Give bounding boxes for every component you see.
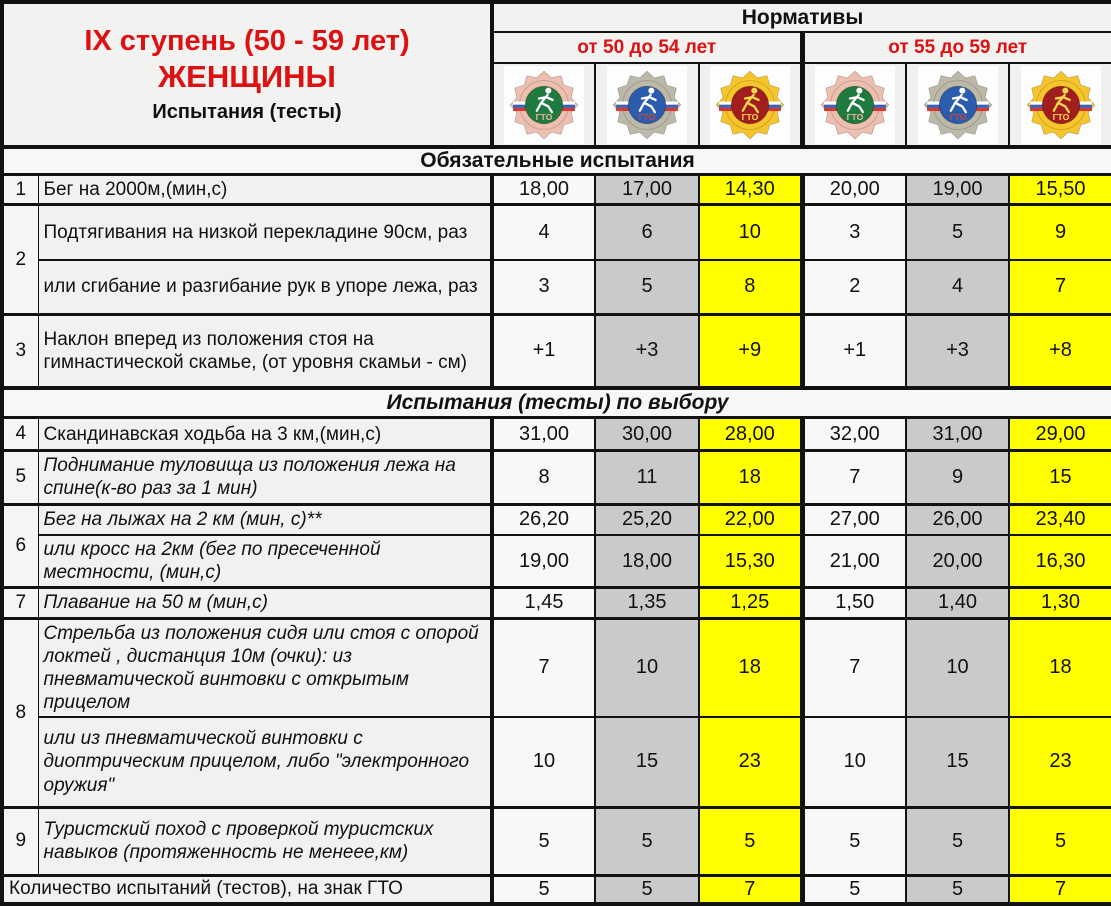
value-cell: 1,30: [1009, 588, 1111, 618]
silver-gto-badge-icon: [906, 63, 1009, 147]
value-cell: 7: [802, 618, 906, 717]
svg-text:ГТО: ГТО: [1052, 111, 1069, 122]
test-description: Бег на 2000м,(мин,с): [38, 175, 492, 205]
tests-count-label: Количество испытаний (тестов), на знак ГТО: [2, 875, 492, 904]
bronze-gto-badge-icon: [492, 63, 595, 147]
value-cell: 10: [802, 717, 906, 807]
bronze-gto-badge-icon: [802, 63, 906, 147]
silver-gto-badge-icon: [595, 63, 699, 147]
value-cell: 26,20: [492, 504, 595, 535]
table-title-cell: [2, 2, 492, 147]
value-cell: 21,00: [802, 535, 906, 588]
age-group-50-54-header: от 50 до 54 лет: [492, 32, 802, 63]
value-cell: 5: [906, 875, 1009, 904]
value-cell: 20,00: [906, 535, 1009, 588]
svg-text:ГТО: ГТО: [949, 111, 966, 122]
value-cell: 5: [492, 807, 595, 875]
value-cell: 10: [699, 205, 802, 260]
value-cell: 18: [1009, 618, 1111, 717]
value-cell: 19,00: [906, 175, 1009, 205]
value-cell: 30,00: [595, 418, 699, 451]
value-cell: 15,50: [1009, 175, 1111, 205]
test-description: Бег на лыжах на 2 км (мин, с)**: [38, 504, 492, 535]
row-number: 1: [2, 175, 38, 205]
value-cell: 8: [699, 260, 802, 315]
value-cell: 10: [906, 618, 1009, 717]
row-number: 9: [2, 807, 38, 875]
value-cell: 9: [906, 451, 1009, 504]
gold-gto-badge-icon: [699, 63, 802, 147]
value-cell: 23: [699, 717, 802, 807]
value-cell: 4: [492, 205, 595, 260]
section-mandatory-header: Обязательные испытания: [2, 147, 1111, 175]
value-cell: 18: [699, 618, 802, 717]
value-cell: 17,00: [595, 175, 699, 205]
value-cell: 5: [802, 875, 906, 904]
value-cell: 10: [492, 717, 595, 807]
value-cell: 5: [906, 807, 1009, 875]
value-cell: 9: [1009, 205, 1111, 260]
value-cell: 16,30: [1009, 535, 1111, 588]
test-description: Скандинавская ходьба на 3 км,(мин,с): [38, 418, 492, 451]
value-cell: 27,00: [802, 504, 906, 535]
gender-title: ЖЕНЩИНЫ: [158, 59, 336, 95]
value-cell: +3: [906, 315, 1009, 388]
value-cell: 23: [1009, 717, 1111, 807]
value-cell: 5: [595, 260, 699, 315]
svg-text:ГТО: ГТО: [741, 111, 759, 122]
value-cell: +8: [1009, 315, 1111, 388]
value-cell: 18,00: [595, 535, 699, 588]
row-number: 7: [2, 588, 38, 618]
value-cell: 1,25: [699, 588, 802, 618]
value-cell: 5: [492, 875, 595, 904]
value-cell: 18,00: [492, 175, 595, 205]
value-cell: 7: [1009, 875, 1111, 904]
value-cell: 31,00: [492, 418, 595, 451]
value-cell: 3: [802, 205, 906, 260]
value-cell: 10: [595, 618, 699, 717]
value-cell: 18: [699, 451, 802, 504]
value-cell: 7: [1009, 260, 1111, 315]
value-cell: 4: [906, 260, 1009, 315]
value-cell: 1,35: [595, 588, 699, 618]
value-cell: 5: [802, 807, 906, 875]
value-cell: 5: [595, 807, 699, 875]
value-cell: 23,40: [1009, 504, 1111, 535]
value-cell: 1,50: [802, 588, 906, 618]
value-cell: 3: [492, 260, 595, 315]
test-description: Наклон вперед из положения стоя на гимнастической скамье, (от уровня скамьи - см): [38, 315, 492, 388]
test-description: Стрельба из положения сидя или стоя с опорой локтей , дистанция 10м (очки): из пневматической винтовки с открытым прицелом: [38, 618, 492, 717]
value-cell: 19,00: [492, 535, 595, 588]
value-cell: 15: [1009, 451, 1111, 504]
value-cell: 15,30: [699, 535, 802, 588]
tests-subtitle: Испытания (тесты): [152, 101, 342, 124]
age-group-55-59-header: от 55 до 59 лет: [802, 32, 1111, 63]
value-cell: 20,00: [802, 175, 906, 205]
value-cell: 25,20: [595, 504, 699, 535]
value-cell: 22,00: [699, 504, 802, 535]
value-cell: 6: [595, 205, 699, 260]
value-cell: +1: [492, 315, 595, 388]
value-cell: 32,00: [802, 418, 906, 451]
row-number: 8: [2, 618, 38, 807]
value-cell: 5: [906, 205, 1009, 260]
test-description: Туристский поход с проверкой туристских навыков (протяженность не менеее,км): [38, 807, 492, 875]
value-cell: 15: [906, 717, 1009, 807]
row-number: 2: [2, 205, 38, 315]
value-cell: 8: [492, 451, 595, 504]
value-cell: 5: [595, 875, 699, 904]
test-description: Подтягивания на низкой перекладине 90см, раз: [38, 205, 492, 260]
value-cell: +3: [595, 315, 699, 388]
test-description: Поднимание туловища из положения лежа на спине(к-во раз за 1 мин): [38, 451, 492, 504]
value-cell: 7: [699, 875, 802, 904]
row-number: 5: [2, 451, 38, 504]
value-cell: 29,00: [1009, 418, 1111, 451]
normatives-header: Нормативы: [492, 2, 1111, 32]
value-cell: 26,00: [906, 504, 1009, 535]
value-cell: 7: [492, 618, 595, 717]
value-cell: 7: [802, 451, 906, 504]
svg-text:ГТО: ГТО: [638, 111, 656, 122]
test-description: или из пневматической винтовки с диоптрическим прицелом, либо "электронного оружия": [38, 717, 492, 807]
test-description: Плавание на 50 м (мин,с): [38, 588, 492, 618]
value-cell: 1,40: [906, 588, 1009, 618]
value-cell: 28,00: [699, 418, 802, 451]
row-number: 3: [2, 315, 38, 388]
value-cell: 5: [1009, 807, 1111, 875]
value-cell: 1,45: [492, 588, 595, 618]
value-cell: 31,00: [906, 418, 1009, 451]
value-cell: 14,30: [699, 175, 802, 205]
svg-text:ГТО: ГТО: [846, 111, 864, 122]
value-cell: 15: [595, 717, 699, 807]
stage-title: IX ступень (50 - 59 лет): [84, 24, 410, 57]
section-optional-header: Испытания (тесты) по выбору: [2, 388, 1111, 418]
value-cell: 5: [699, 807, 802, 875]
value-cell: +1: [802, 315, 906, 388]
test-description: или кросс на 2км (бег по пресеченной местности, (мин,с): [38, 535, 492, 588]
svg-text:ГТО: ГТО: [535, 111, 553, 122]
test-description: или сгибание и разгибание рук в упоре лежа, раз: [38, 260, 492, 315]
row-number: 4: [2, 418, 38, 451]
gold-gto-badge-icon: [1009, 63, 1111, 147]
row-number: 6: [2, 504, 38, 588]
value-cell: 11: [595, 451, 699, 504]
value-cell: +9: [699, 315, 802, 388]
value-cell: 2: [802, 260, 906, 315]
